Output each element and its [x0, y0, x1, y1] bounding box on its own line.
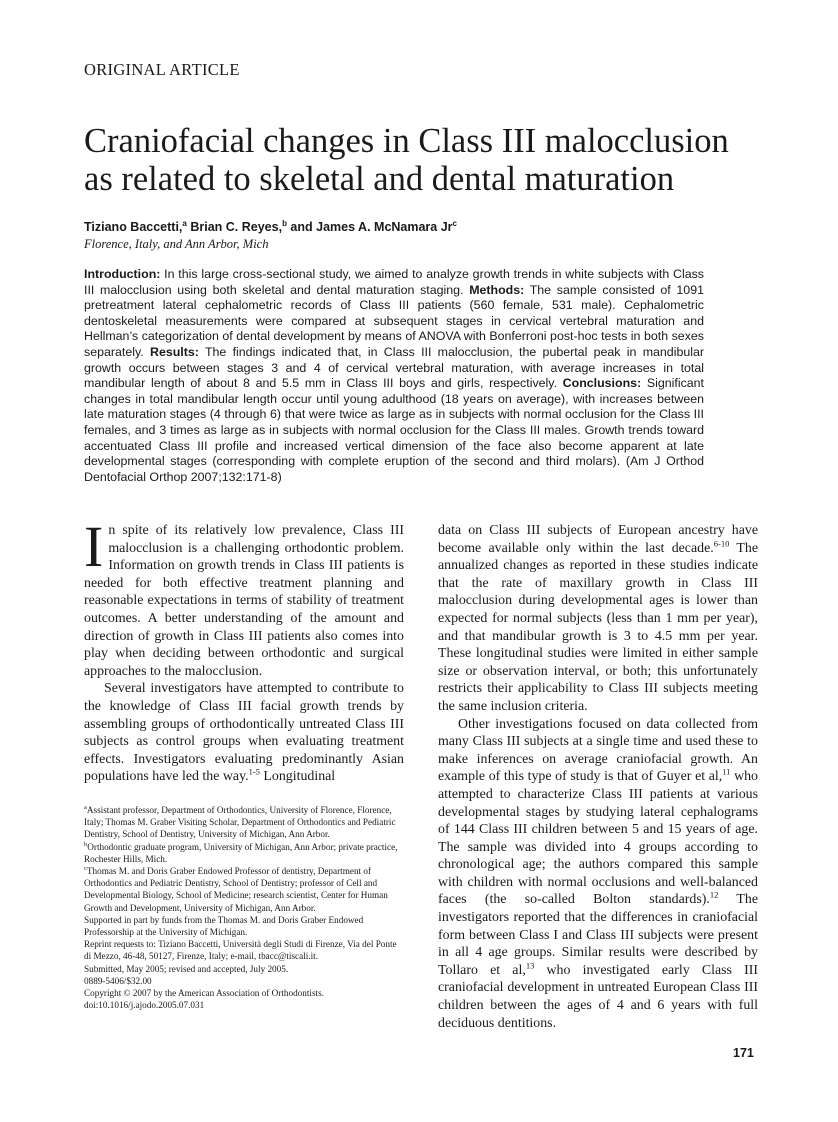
author-location: Florence, Italy, and Ann Arbor, Mich [84, 237, 269, 251]
citation-ref: 1-5 [248, 766, 260, 777]
footnote-affiliation-c [84, 865, 404, 914]
citation-ref: 13 [525, 960, 535, 971]
body-paragraph [438, 522, 758, 716]
author-affil-marker: a [182, 219, 187, 228]
body-paragraph [84, 680, 404, 786]
footnote-copyright: Copyright © 2007 by the American Association of Orthodontists. [84, 988, 324, 999]
footnote-text: Thomas M. and Doris Graber Endowed Professor of dentistry, Department of Orthodontics and Pediatric Dentistry, School of Dentistry; professor of Cell and Developmental Biology, School of Medicine; research scientist, Center for Human Growth and Development, University of Michigan, Ann Arbor. [84, 866, 388, 913]
author-list [84, 219, 457, 234]
footnote-support: Supported in part by funds from the Thomas M. and Doris Graber Endowed Professorship at the University of Michigan. [84, 914, 364, 938]
author-name: Tiziano Baccetti, [84, 220, 183, 235]
article-title: Craniofacial changes in Class III malocclusion as related to skeletal and dental maturation [84, 122, 729, 198]
author-name: and James A. McNamara Jr [286, 220, 453, 235]
footnote-submitted: Submitted, May 2005; revised and accepted, July 2005. [84, 963, 289, 974]
citation-ref: 6-10 [713, 537, 730, 548]
paragraph-text: who investigated early Class III craniofacial development in untreated European Class III children between the ages of 4 and 6 years with full deciduous dentitions. [438, 962, 758, 1031]
author-name: Brian C. Reyes, [186, 220, 283, 235]
footnote-marker: b [84, 840, 88, 848]
abstract [84, 267, 704, 485]
page-number: 171 [733, 1046, 754, 1060]
citation-ref: 11 [722, 766, 731, 777]
body-column-right [438, 522, 758, 1032]
abstract-results-label: Results: [143, 344, 199, 359]
footnote-marker: a [84, 803, 87, 811]
paragraph-text: who attempted to characterize Class III patients at various developmental stages by studying lateral cephalograms of 144 Class III children between 5 and 15 years of age. The sample was divided into 4 groups according to chronological age; the authors compared this sample with children with normal occlusions and well-balanced faces (the so-called Bolton standards). [438, 769, 758, 908]
body-paragraph [438, 716, 758, 1033]
paragraph-text: The investigators reported that the differences in craniofacial form between Class I and Class III subjects were present in all 4 age groups. Similar results were described by Tollaro et al, [438, 892, 758, 978]
footnote-affiliation-a [84, 804, 404, 841]
footnote-issn: 0889-5406/$32.00 [84, 975, 152, 986]
author-affil-marker: b [282, 219, 287, 228]
author-affil-marker: c [452, 219, 457, 228]
abstract-intro-label: Introduction: [84, 267, 161, 281]
paragraph-text: n spite of its relatively low prevalence, Class III malocclusion is a challenging orthodontic problem. Information on growth trends in Class III patients is needed for both effective treatment planning and reasonable expectations in terms of stability of treatment outcomes. A better understanding of the amount and direction of growth in Class III patients also comes into play when deciding between orthodontic and surgical approaches to the malocclusion. [84, 523, 404, 679]
abstract-methods-text: The sample consisted of 1091 pretreatment lateral cephalometric records of Class III patients (560 female, 531 male). Cephalometric dentoskeletal measurements were compared at subsequent stages in cervical vertebral maturation and Hellman’s categorization of dental development by means of ANOVA with Bonferroni post-hoc tests in both sexes separately. [84, 282, 704, 359]
footnote-marker: c [84, 864, 87, 872]
footnote-text: Orthodontic graduate program, University of Michigan, Ann Arbor; private practice, Rochester Hills, Mich. [84, 841, 398, 864]
footnote-reprint: Reprint requests to: Tiziano Baccetti, Università degli Studi di Firenze, Via del Ponte di Mezzo, 46-48, 50127, Firenze, Italy; e-mail, tbacc@tiscali.it. [84, 939, 397, 962]
paragraph-text: Several investigators have attempted to contribute to the knowledge of Class III facial growth trends by assembling groups of orthodontically untreated Class III subjects as control groups when evaluating treatment effects. Investigators evaluating predominantly Asian populations have led the way. [84, 681, 404, 785]
section-label: ORIGINAL ARTICLE [84, 60, 240, 79]
paragraph-text: Longitudinal [259, 769, 336, 785]
drop-cap: I [84, 514, 104, 579]
footnote-text: Assistant professor, Department of Orthodontics, University of Florence, Florence, Italy; Thomas M. Graber Visiting Scholar, Department of Orthodontics and Pediatric Dentistry, School of Dentistry, University of Michigan, Ann Arbor. [84, 805, 396, 840]
paragraph-text: The annualized changes as reported in these studies indicate that the rate of maxillary growth in Class III malocclusion during developmental ages is lower than expected for normal subjects (less than 1 mm per year), and that mandibular growth is 3 to 4.5 mm per year. These longitudinal studies were limited in either sample size or observation interval, or both; this unfortunately restricts their applicability to Class III subjects meeting the same inclusion criteria. [438, 540, 758, 714]
abstract-results-text: The findings indicated that, in Class III malocclusion, the pubertal peak in mandibular growth occurs between stages 3 and 4 of cervical vertebral maturation, with average increases in total mandibular length of about 8 and 5.5 mm in Class III boys and girls, respectively. [84, 344, 705, 391]
footnote-doi: doi:10.1016/j.ajodo.2005.07.031 [84, 1000, 205, 1011]
abstract-conclusions-text: Significant changes in total mandibular length occur until young adulthood (18 years on average), with increases between late maturation stages (4 through 6) that were twice as large as in subjects with normal occlusion for the Class III females, and 3 times as large as in subjects with normal occlusion for the Class III males. Growth trends toward accentuated Class III profile and increased vertical dimension of the face also become apparent at late developmental stages (corresponding with complete eruption of the second and third molars). (Am J Orthod Dentofacial Orthop 2007;132:171-8) [84, 376, 704, 484]
body-paragraph [84, 514, 404, 680]
footnotes [84, 804, 404, 1011]
citation-ref: 12 [709, 889, 719, 900]
footnote-affiliation-b [84, 841, 404, 865]
abstract-conclusions-label: Conclusions: [557, 376, 642, 391]
paragraph-text: Other investigations focused on data collected from many Class III subjects at a single time and used these to make inferences on average craniofacial growth. An example of this type of study is that of Guyer et al, [438, 716, 758, 785]
body-column-left [84, 514, 404, 786]
abstract-methods-label: Methods: [463, 282, 525, 297]
paragraph-text: data on Class III subjects of European ancestry have become available only within the last decade. [438, 523, 758, 556]
abstract-intro-text: In this large cross-sectional study, we aimed to analyze growth trends in white subjects with Class III malocclusion using both skeletal and dental maturation staging. [84, 267, 704, 297]
